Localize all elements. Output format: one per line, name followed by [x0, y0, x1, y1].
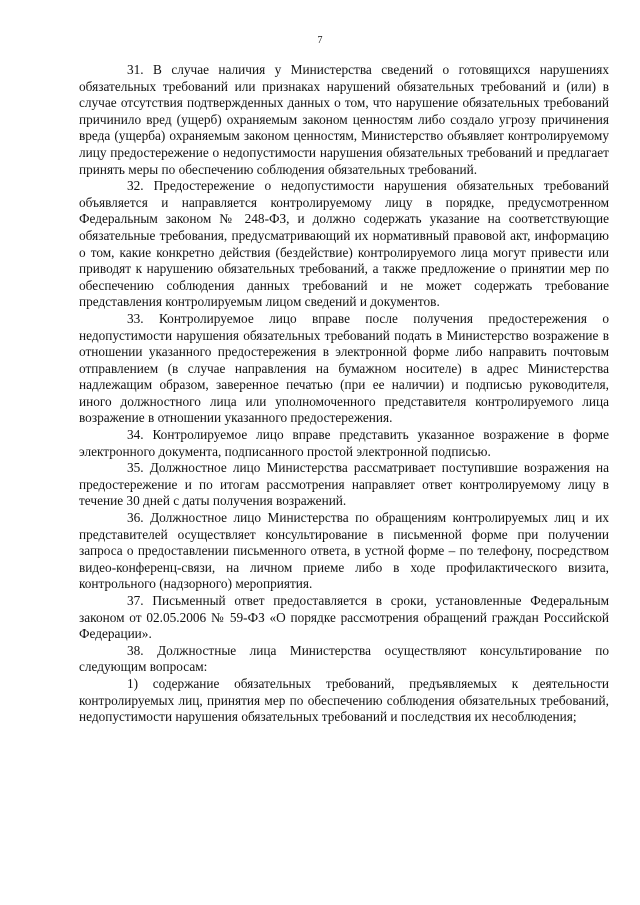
- paragraph-33: 33. Контролируемое лицо вправе после получения предостережения о недопустимости нарушения обязательных требований подать в Министерство возражение в отношении указанного предостережения в электронной форме либо направить почтовым отправлением (в случае направления на бумажном носителе) в адрес Министерства надлежащим образом, заверенное печатью (при ее наличии) и подписью руководителя, иного должностного лица или уполномоченного представителя контролируемого лица возражение в отношении указанного предостережения.: [79, 310, 609, 426]
- page-number: 7: [317, 35, 323, 46]
- paragraph-35: 35. Должностное лицо Министерства рассматривает поступившие возражения на предостережение и по итогам рассмотрения направляет ответ контролируемому лицу в течение 30 дней с даты получения возражений.: [79, 460, 609, 509]
- paragraph-38: 38. Должностные лица Министерства осуществляют консультирование по следующим вопросам:: [79, 642, 609, 675]
- paragraph-37: 37. Письменный ответ предоставляется в сроки, установленные Федеральным законом от 02.05.2006 № 59-ФЗ «О порядке рассмотрения обращений граждан Российской Федерации».: [79, 593, 609, 642]
- paragraph-34: 34. Контролируемое лицо вправе представить указанное возражение в форме электронного документа, подписанного простой электронной подписью.: [79, 427, 609, 459]
- list-item-1: 1) содержание обязательных требований, предъявляемых к деятельности контролируемых лиц, принятия мер по обеспечению соблюдения обязательных требований, недопустимости нарушения обязательных требований и последствия их несоблюдения;: [79, 675, 609, 725]
- paragraph-36: 36. Должностное лицо Министерства по обращениям контролируемых лиц и их представителей осуществляет консультирование в письменной форме при получении запроса о предоставлении письменного ответа, в устной форме – по телефону, посредством видео-конференц-связи, на личном приеме либо в ходе профилактического визита, контрольного (надзорного) мероприятия.: [79, 510, 609, 592]
- document-body: [79, 62, 609, 726]
- paragraph-31: 31. В случае наличия у Министерства сведений о готовящихся нарушениях обязательных требований или признаках нарушений обязательных требований и (или) в случае отсутствия подтвержденных данных о том, что нарушение обязательных требований причинило вред (ущерб) охраняемым законом ценностям либо создало угрозу причинения вреда (ущерба) охраняемым законом ценностям, Министерство объявляет контролируемому лицу предостережение о недопустимости нарушения обязательных требований и предлагает принять меры по обеспечению соблюдения обязательных требований.: [79, 62, 609, 177]
- paragraph-32: 32. Предостережение о недопустимости нарушения обязательных требований объявляется и направляется контролируемому лицу в порядке, предусмотренном Федеральным законом № 248-ФЗ, и должно содержать указание на соответствующие обязательные требования, предусматривающий их нормативный правовой акт, информацию о том, какие конкретно действия (бездействие) контролируемого лица могут привести или приводят к нарушению обязательных требований, а также предложение о принятии мер по обеспечению соблюдения данных требований и не может содержать требование представления контролируемым лицом сведений и документов.: [79, 178, 609, 310]
